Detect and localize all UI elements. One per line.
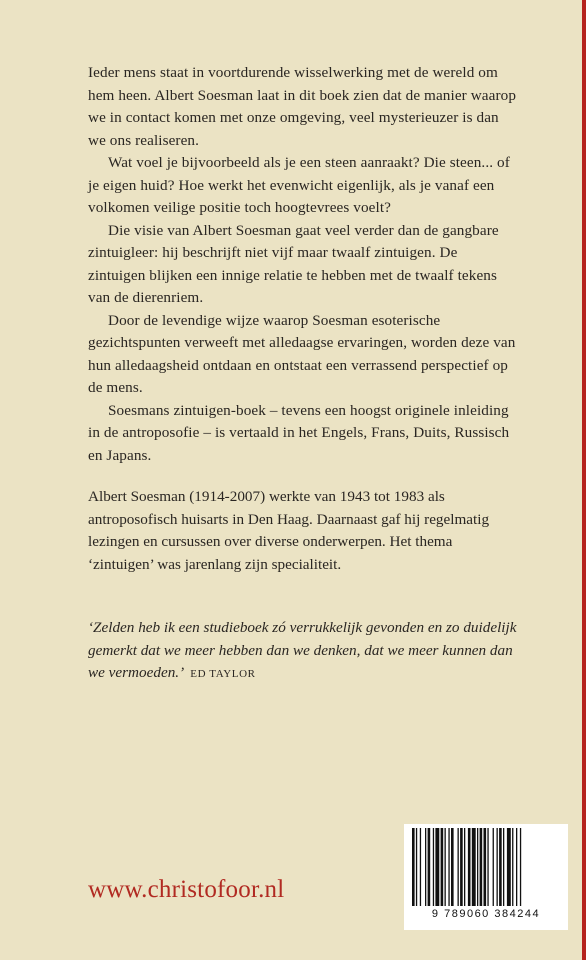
barcode-bar xyxy=(516,828,517,906)
barcode-bar xyxy=(412,828,415,906)
barcode-bar xyxy=(416,828,417,906)
barcode-bar xyxy=(512,828,513,906)
barcode-bar xyxy=(520,828,521,906)
barcode-bar xyxy=(435,828,439,906)
barcode-bars xyxy=(410,828,562,908)
author-bio xyxy=(88,486,518,576)
review-quote xyxy=(88,617,528,686)
barcode-bar xyxy=(493,828,494,906)
barcode-bar xyxy=(484,828,487,906)
book-blurb xyxy=(88,62,518,467)
barcode-bar xyxy=(477,828,478,906)
review-quote-author: ED TAYLOR xyxy=(190,668,256,680)
barcode-bar xyxy=(445,828,446,906)
barcode-bar xyxy=(420,828,421,906)
blurb-paragraph-4: Door de levendige wijze waarop Soesman esoterische gezichtspunten verweeft met alledaagse ervaringen, worden deze van hun alledaagsheid ontdaan en ontstaat een verrassend perspectief op de mens. xyxy=(88,311,516,396)
barcode-bar xyxy=(487,828,488,906)
isbn-barcode xyxy=(404,824,568,930)
barcode-bar xyxy=(458,828,459,906)
blurb-paragraph-2: Wat voel je bijvoorbeeld als je een steen aanraakt? Die steen... of je eigen huid? Hoe werkt het evenwicht eigenlijk, als je vanaf een volkomen veilige positie toch hoogtevrees voelt? xyxy=(88,154,510,216)
blurb-paragraph-5: Soesmans zintuigen-boek – tevens een hoogst originele inleiding in de antroposofie – is vertaald in het Engels, Frans, Duits, Russisch en Japans. xyxy=(88,401,510,464)
author-bio-text: Albert Soesman (1914-2007) werkte van 1943 tot 1983 als antroposofisch huisarts in Den Haag. Daarnaast gaf hij regelmatig lezingen en cursussen over diverse onderwerpen. Het thema ‘zintuigen’ was jarenlang zijn specialiteit. xyxy=(88,488,490,573)
barcode-bar xyxy=(480,828,483,906)
barcode-bar xyxy=(497,828,498,906)
barcode-bar xyxy=(428,828,431,906)
barcode-bar xyxy=(425,828,426,906)
publisher-website[interactable]: www.christofoor.nl xyxy=(88,876,285,903)
barcode-bar xyxy=(503,828,504,906)
barcode-bar xyxy=(433,828,434,906)
blurb-paragraph-3: Die visie van Albert Soesman gaat veel verder dan de gangbare zintuigleer: hij beschrijft niet vijf maar twaalf zintuigen. De zintuigen blijken een innige relatie te hebben met de twaalf tekens van de dierenriem. xyxy=(88,221,499,306)
barcode-bar xyxy=(507,828,511,906)
barcode-bar xyxy=(441,828,444,906)
barcode-bar xyxy=(460,828,463,906)
barcode-bar xyxy=(451,828,454,906)
barcode-bar xyxy=(499,828,502,906)
isbn-number: 9 789060 384244 xyxy=(431,908,541,920)
barcode-bar xyxy=(472,828,476,906)
barcode-bar xyxy=(464,828,465,906)
barcode-bar xyxy=(448,828,449,906)
barcode-bar xyxy=(468,828,471,906)
blurb-paragraph-1: Ieder mens staat in voortdurende wisselwerking met de wereld om hem heen. Albert Soesman laat in dit boek zien dat de manier waarop we in contact komen met onze omgeving, veel mysterieuzer is dan we ons realiseren. xyxy=(88,64,517,149)
review-quote-text: ‘Zelden heb ik een studieboek zó verrukkelijk gevonden en zo duidelijk gemerkt dat we meer hebben dan we denken, dat we meer kunnen dan we vermoeden.’ xyxy=(88,619,517,681)
